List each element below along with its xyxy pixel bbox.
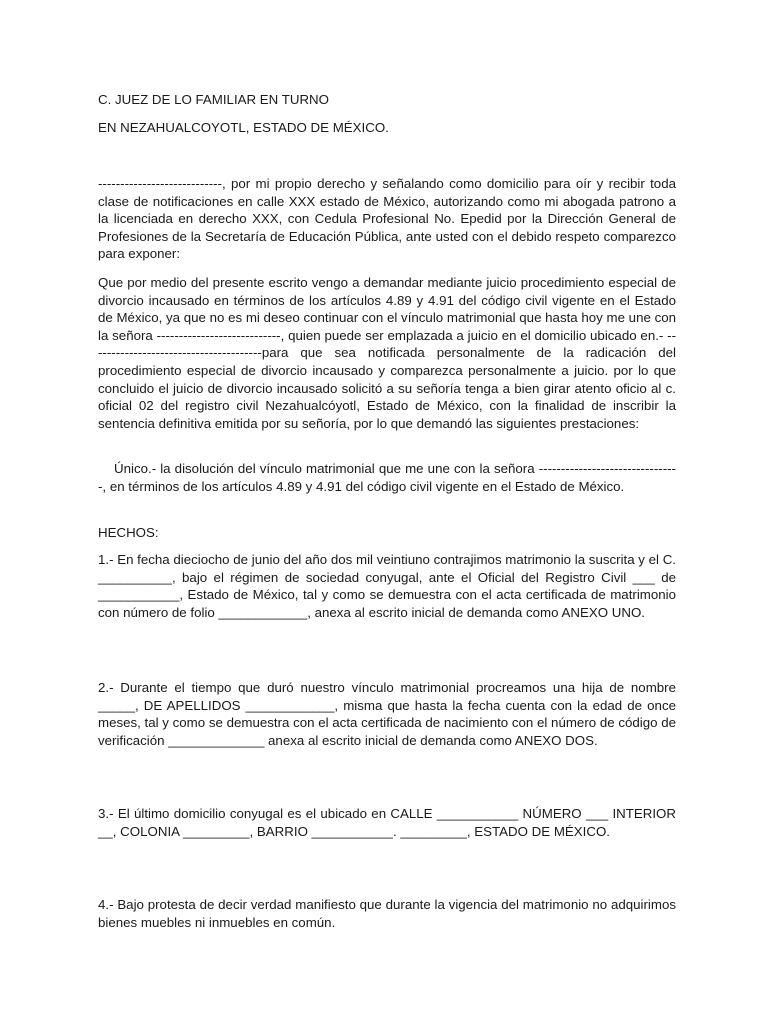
unico-paragraph: Único.- la disolución del vínculo matrimonial que me une con la señora --------------------------------, en términos de los artículos 4.89 y 4.91 del código civil vigente en el Estado de México.	[98, 461, 676, 494]
hecho-2-paragraph: 2.- Durante el tiempo que duró nuestro vínculo matrimonial procreamos una hija de nombre _____, DE APELLIDOS ____________, misma que hasta la fecha cuenta con la edad de once meses, tal y como se demuestra con el acta certificada de nacimiento con el número de código de verificación _____________ anexa al escrito inicial de demanda como ANEXO DOS.	[98, 680, 676, 748]
addressee-location-line: EN NEZAHUALCOYOTL, ESTADO DE MÉXICO.	[98, 120, 389, 135]
demand-paragraph: Que por medio del presente escrito vengo a demandar mediante juicio procedimiento especial de divorcio incausado en términos de los artículos 4.89 y 4.91 del código civil vigente en el Estado de México, ya que no es mi deseo continuar con el vínculo matrimonial que hasta hoy me une con la señora ----------------------------, quien puede ser emplazada a juicio en el domicilio ubicado en.- ---------------------------------------para que sea notificada personalmente de la radicación del procedimiento especial de divorcio incausado y comparezca personalmente a juicio. por lo que concluido el juicio de divorcio incausado solicitó a su señoría tenga a bien girar atento oficio al c. oficial 02 del registro civil Nezahualcóyotl, Estado de México, con la finalidad de inscribir la sentencia definitiva emitida por su señoría, por lo que demandó las siguientes prestaciones:	[98, 275, 677, 431]
hechos-heading: HECHOS:	[98, 525, 159, 540]
hecho-1-paragraph: 1.- En fecha dieciocho de junio del año dos mil veintiuno contrajimos matrimonio la suscrita y el C. __________, bajo el régimen de sociedad conyugal, ante el Oficial del Registro Civil ___ de ___________, Estado de México, tal y como se demuestra con el acta certificada de matrimonio con número de folio ____________, anexa al escrito inicial de demanda como ANEXO UNO.	[98, 552, 676, 620]
intro-paragraph: ----------------------------, por mi propio derecho y señalando como domicilio para oír y recibir toda clase de notificaciones en calle XXX estado de México, autorizando como mi abogada patrono a la licenciada en derecho XXX, con Cedula Profesional No. Epedid por la Dirección General de Profesiones de la Secretaría de Educación Pública, ante usted con el debido respeto comparezco para exponer:	[98, 176, 676, 262]
addressee-line: C. JUEZ DE LO FAMILIAR EN TURNO	[98, 92, 330, 107]
hecho-4-paragraph: 4.- Bajo protesta de decir verdad manifiesto que durante la vigencia del matrimonio no adquirimos bienes muebles ni inmuebles en común.	[98, 897, 676, 930]
hecho-3-paragraph: 3.- El último domicilio conyugal es el ubicado en CALLE ___________ NÚMERO ___ INTERIOR __, COLONIA _________, BARRIO ___________. _________, ESTADO DE MÉXICO.	[98, 806, 676, 839]
